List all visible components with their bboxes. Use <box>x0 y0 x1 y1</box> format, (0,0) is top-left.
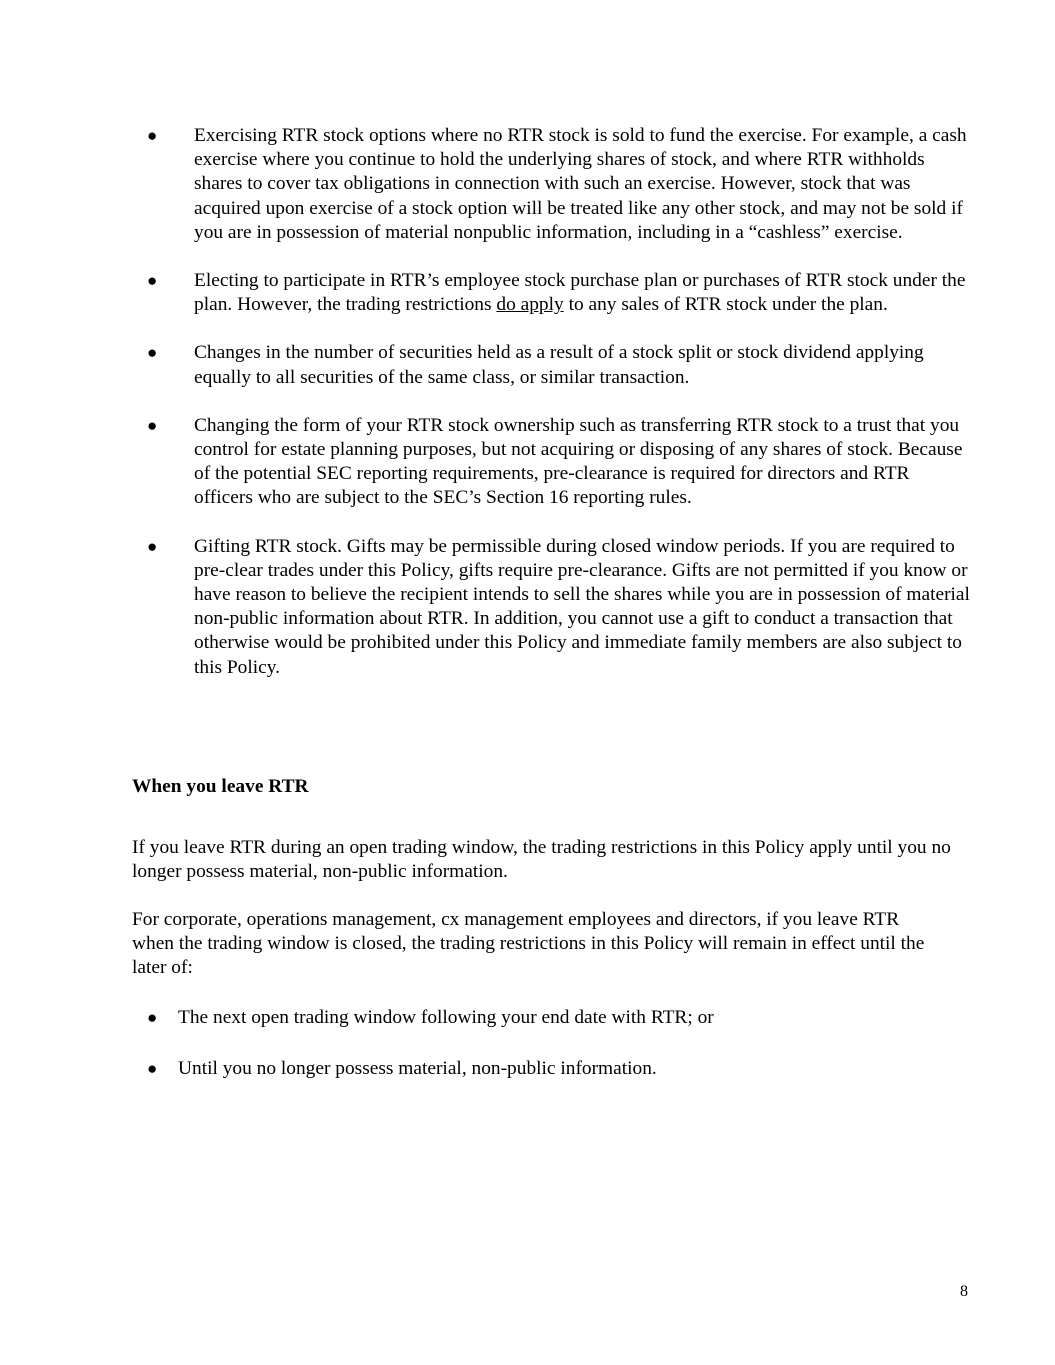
bullet-icon: ● <box>147 536 158 556</box>
later-of-list <box>132 1006 962 1108</box>
list-item-text-after: to any sales of RTR stock under the plan. <box>563 294 888 316</box>
paragraph-closed-window: For corporate, operations management, cx management employees and directors, if you leave RTR when the trading window is closed, the trading restrictions in this Policy will remain in effect until the later of: <box>132 909 925 979</box>
bullet-icon: ● <box>147 343 158 363</box>
list-item-text: Changes in the number of securities held as a result of a stock split or stock dividend applying equally to all securities of the same class, or similar transaction. <box>194 342 924 388</box>
list-item <box>132 1006 962 1030</box>
bullet-icon: ● <box>147 126 158 145</box>
list-item <box>132 124 972 245</box>
bullet-icon: ● <box>147 271 158 291</box>
list-item-text: Changing the form of your RTR stock ownership such as transferring RTR stock to a trust that you control for estate planning purposes, but not acquiring or disposing of any shares of stock. Because of the potential SEC reporting requirements, pre-clearance is required for directors and RTR officers who are subject to the SEC’s Section 16 reporting rules. <box>194 414 963 509</box>
list-item-text <box>194 269 972 317</box>
section-heading: When you leave RTR <box>132 776 309 797</box>
list-item <box>132 341 972 389</box>
list-item <box>132 414 972 511</box>
list-item-text-before: Electing to participate in RTR’s employee stock purchase plan or purchases of RTR stock under the plan. However, the trading restrictions <box>194 270 966 316</box>
bullet-icon: ● <box>147 415 158 435</box>
permitted-transactions-list <box>132 124 972 704</box>
list-item <box>132 269 972 317</box>
bullet-icon: ● <box>147 1008 158 1027</box>
list-item <box>132 1057 962 1081</box>
list-item-text: The next open trading window following your end date with RTR; or <box>178 1007 714 1028</box>
bullet-icon: ● <box>147 1059 158 1079</box>
list-item <box>132 535 972 680</box>
list-item-text: Until you no longer possess material, non-public information. <box>178 1058 657 1080</box>
list-item-text: Exercising RTR stock options where no RTR stock is sold to fund the exercise. For example, a cash exercise where you continue to hold the underlying shares of stock, and where RTR withholds shares to cover tax obligations in connection with such an exercise. However, stock that was acquired upon exercise of a stock option will be treated like any other stock, and may not be sold if you are in possession of material nonpublic information, including in a “cashless” exercise. <box>194 125 967 243</box>
underlined-emphasis: do apply <box>496 294 564 316</box>
page-number: 8 <box>960 1283 968 1300</box>
list-item-text: Gifting RTR stock. Gifts may be permissible during closed window periods. If you are required to pre-clear trades under this Policy, gifts require pre-clearance. Gifts are not permitted if you know or have reason to believe the recipient intends to sell the shares while you are in possession of material non-public information about RTR. In addition, you cannot use a gift to conduct a transaction that otherwise would be prohibited under this Policy and immediate family members are also subject to this Policy. <box>194 535 970 678</box>
paragraph-open-window: If you leave RTR during an open trading window, the trading restrictions in this Policy apply until you no longer possess material, non-public information. <box>132 837 951 883</box>
